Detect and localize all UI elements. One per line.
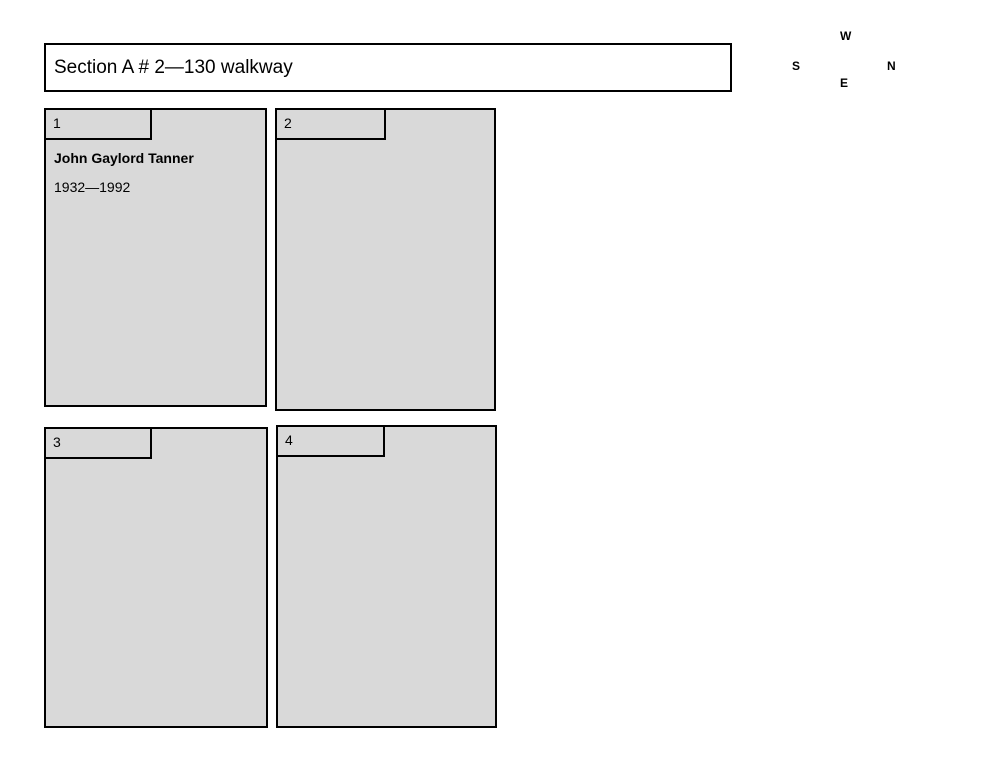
page-title: Section A # 2—130 walkway	[54, 56, 293, 78]
occupant-name: John Gaylord Tanner	[54, 150, 194, 166]
plot-body	[46, 467, 266, 477]
plot-number: 4	[285, 432, 293, 448]
plot-block[interactable]	[44, 108, 267, 407]
plot-number-box	[44, 427, 152, 459]
compass-north-label: N	[887, 59, 896, 73]
compass-west-label: W	[840, 29, 852, 43]
plot-block[interactable]	[276, 425, 497, 728]
plot-block[interactable]	[275, 108, 496, 411]
compass-south-label: S	[792, 59, 801, 73]
plot-number: 1	[53, 115, 61, 131]
plot-number-box	[276, 425, 385, 457]
plot-body	[278, 465, 495, 475]
plot-body	[46, 148, 265, 196]
plot-block[interactable]	[44, 427, 268, 728]
plot-number-box	[275, 108, 386, 140]
plot-body	[277, 148, 494, 158]
section-title-box	[44, 43, 732, 92]
plot-number-box	[44, 108, 152, 140]
plot-number: 3	[53, 434, 61, 450]
plot-number: 2	[284, 115, 292, 131]
occupant-dates: 1932—1992	[54, 179, 131, 195]
compass-rose	[770, 14, 930, 94]
compass-east-label: E	[840, 76, 849, 90]
